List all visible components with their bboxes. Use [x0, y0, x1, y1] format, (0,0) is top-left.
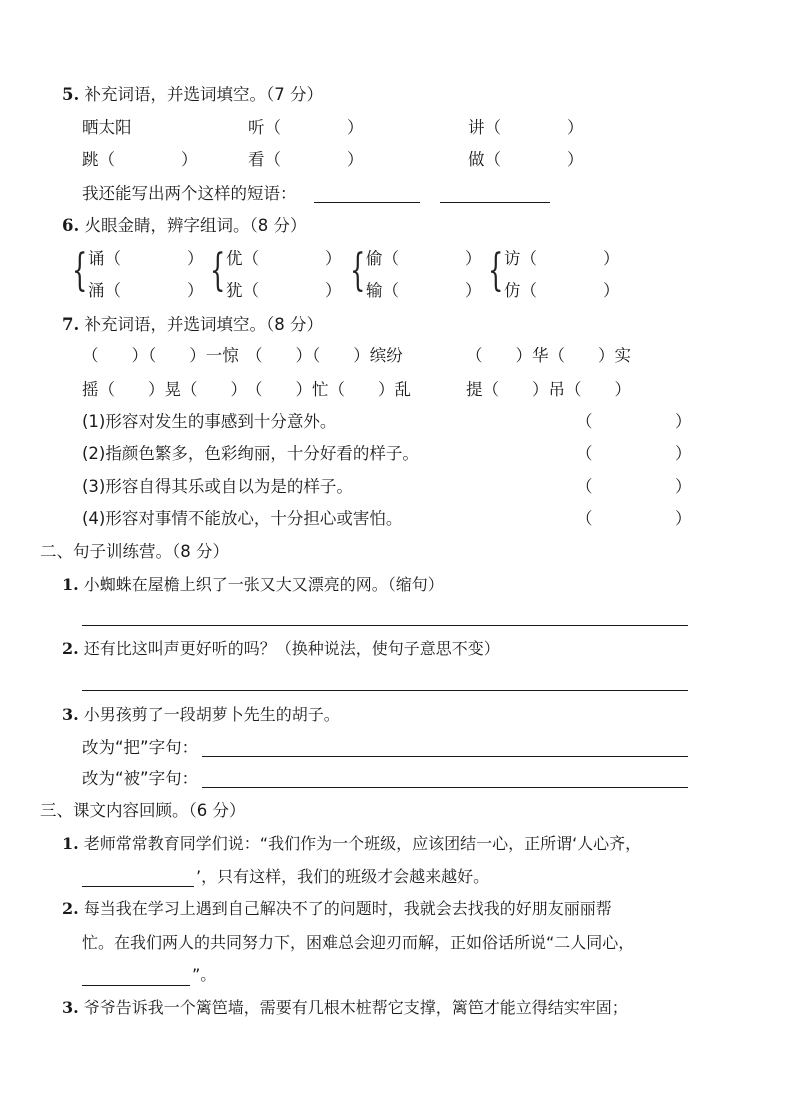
q6-group2-word2[interactable]: 犹（ ） [226, 281, 342, 300]
section2-title: 二、句子训练营。（8 分） [40, 542, 229, 561]
q7-item-3: (3)形容自得其乐或自以为是的样子。 [82, 477, 353, 496]
q7-answer-1[interactable]: （ ） [576, 412, 692, 431]
q5-cell-2-2[interactable]: 看（ ） [248, 150, 364, 169]
s3-q1-line2: ’，只有这样，我们的班级才会越来越好。 [196, 867, 490, 886]
q7-number: 7. [62, 315, 80, 334]
s3-q1-answer-line[interactable] [82, 886, 194, 887]
q5-extra-prompt [82, 183, 297, 205]
q6-group1-word2[interactable]: 涌（ ） [88, 281, 204, 300]
s3-q1-number: 1. [62, 834, 79, 853]
q5-answer-line-2[interactable] [440, 202, 550, 203]
q7-item-4: (4)形容对事情不能放心，十分担心或害怕。 [82, 509, 403, 528]
s2-q2 [62, 638, 500, 660]
q6-brace-3: { [350, 245, 366, 296]
q5-cell-1-2[interactable]: 听（ ） [248, 118, 364, 137]
s3-q3-line1 [62, 997, 628, 1019]
s3-q2-answer-line[interactable] [82, 985, 190, 986]
s2-q2-answer-line[interactable] [82, 690, 688, 691]
s2-q3-bei-label: 改为“被”字句： [82, 769, 199, 788]
s2-q3-number: 3. [62, 705, 79, 724]
q5-cell-2-3[interactable]: 做（ ） [468, 150, 584, 169]
s2-q2-text: 还有比这叫声更好听的吗？（换种说法，使句子意思不变） [83, 639, 500, 658]
s2-q3 [62, 704, 340, 726]
q7-answer-3[interactable]: （ ） [576, 477, 692, 496]
s2-q3-bei-answer-line[interactable] [202, 787, 688, 788]
s3-q3-text: 爷爷告诉我一个篱笆墙，需要有几根木桩帮它支撑，篱笆才能立得结实牢固； [83, 998, 628, 1017]
s2-q2-number: 2. [62, 639, 79, 658]
q6-title-text: 火眼金睛，辨字组词。（8 分） [84, 216, 307, 235]
q7-title-text: 补充词语，并选词填空。（8 分） [84, 315, 323, 334]
s2-q3-ba-answer-line[interactable] [202, 756, 688, 757]
q7-idiom-3[interactable]: （ ）华（ ）实 [466, 346, 631, 365]
q7-idiom-2[interactable]: （ ）（ ）缤纷 [246, 346, 403, 365]
s3-q2-number: 2. [62, 899, 79, 918]
q7-idiom-5[interactable]: （ ）忙（ ）乱 [246, 380, 411, 399]
q6-group4-word1[interactable]: 访（ ） [504, 249, 620, 268]
s2-q3-text: 小男孩剪了一段胡萝卜先生的胡子。 [83, 705, 340, 724]
q5-title-text: 补充词语，并选词填空。（7 分） [84, 85, 323, 104]
q7-title [62, 314, 323, 336]
section3-title: 三、课文内容回顾。（6 分） [40, 801, 246, 820]
q5-cell-1-3[interactable]: 讲（ ） [468, 118, 584, 137]
q7-answer-2[interactable]: （ ） [576, 444, 692, 463]
q6-brace-4: { [488, 245, 504, 296]
q6-group3-word2[interactable]: 输（ ） [366, 281, 482, 300]
q5-cell-1-1: 晒太阳 [82, 118, 132, 137]
q5-number: 5. [62, 85, 80, 104]
q6-number: 6. [62, 216, 80, 235]
s3-q3-number: 3. [62, 998, 79, 1017]
s3-q2-text: 每当我在学习上遇到自己解决不了的问题时，我就会去找我的好朋友丽丽帮 [83, 899, 612, 918]
s2-q1-number: 1. [62, 575, 79, 594]
q5-title [62, 84, 323, 106]
q7-item-2: (2)指颜色繁多，色彩绚丽，十分好看的样子。 [82, 444, 419, 463]
q6-brace-2: { [210, 245, 226, 296]
q7-idiom-4[interactable]: 摇（ ）晃（ ） [82, 380, 247, 399]
q6-group4-word2[interactable]: 仿（ ） [504, 281, 620, 300]
q6-title [62, 215, 306, 237]
q6-group1-word1[interactable]: 诵（ ） [88, 249, 204, 268]
s3-q2-line2: 忙。在我们两人的共同努力下，困难总会迎刃而解，正如俗话所说“二人同心， [82, 933, 635, 952]
s3-q1-text: 老师常常教育同学们说：“我们作为一个班级，应该团结一心，正所谓‘人心齐， [83, 834, 642, 853]
q5-answer-line-1[interactable] [314, 202, 420, 203]
s3-q2-line3: ”。 [192, 965, 217, 984]
q5-extra-prompt-text: 我还能写出两个这样的短语： [82, 184, 297, 203]
q6-group2-word1[interactable]: 优（ ） [226, 249, 342, 268]
q6-brace-1: { [72, 245, 88, 296]
q7-answer-4[interactable]: （ ） [576, 509, 692, 528]
q7-idiom-1[interactable]: （ ）（ ）一惊 [82, 346, 239, 365]
s2-q1-answer-line[interactable] [82, 625, 688, 626]
s2-q1 [62, 574, 444, 596]
s2-q1-text: 小蜘蛛在屋檐上织了一张又大又漂亮的网。（缩句） [83, 575, 444, 594]
q7-idiom-6[interactable]: 提（ ）吊（ ） [466, 380, 631, 399]
s3-q1-line1 [62, 833, 641, 855]
s3-q2-line1 [62, 898, 612, 920]
q5-cell-2-1[interactable]: 跳（ ） [82, 150, 198, 169]
q6-group3-word1[interactable]: 偷（ ） [366, 249, 482, 268]
q7-item-1: (1)形容对发生的事感到十分意外。 [82, 412, 337, 431]
s2-q3-ba-label: 改为“把”字句： [82, 738, 199, 757]
